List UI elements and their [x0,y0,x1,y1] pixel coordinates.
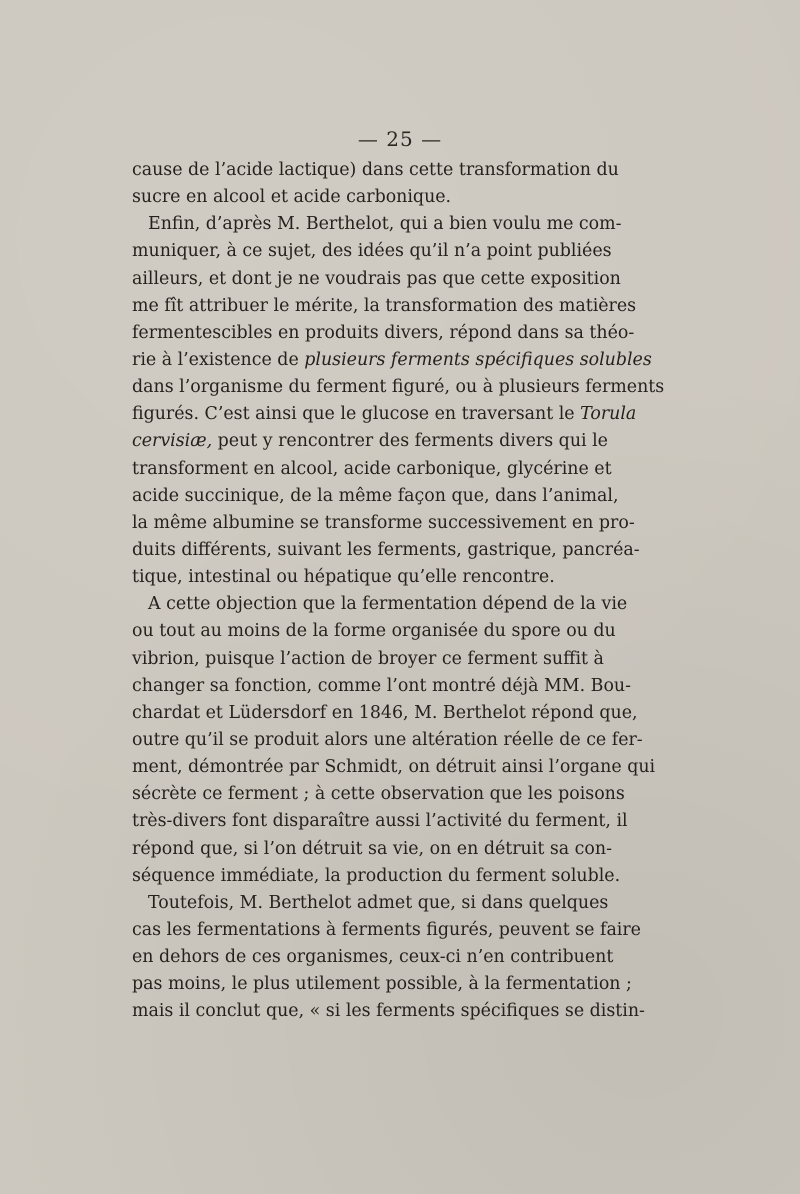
text-line [132,347,652,374]
text-line: changer sa fonction, comme l’ont montré déjà MM. Bou- [132,675,631,696]
text-run: rie à l’existence de [132,349,305,370]
text-line: séquence immédiate, la production du ferment soluble. [132,865,621,886]
text-line: la même albumine se transforme successivement en pro- [132,512,635,533]
text-line: sécrète ce ferment ; à cette observation que les poisons [132,784,625,805]
body-text [132,157,665,1026]
paragraph-start-line: Enfin, d’après M. Berthelot, qui a bien voulu me com- [148,214,622,235]
text-line: mais il conclut que, « si les ferments spécifiques se distin- [132,1001,645,1022]
text-line: en dehors de ces organismes, ceux-ci n’en contribuent [132,947,614,968]
text-line: outre qu’il se produit alors une altération réelle de ce fer- [132,729,643,750]
text-line: cause de l’acide lactique) dans cette transformation du [132,160,619,180]
text-line: fermentescibles en produits divers, répond dans sa théo- [132,322,635,343]
text-line: cas les fermentations à ferments figurés, peuvent se faire [132,919,641,940]
text-line: répond que, si l’on détruit sa vie, on en détruit sa con- [132,838,612,859]
page-number: — 25 — [357,127,443,151]
text-run: peut y rencontrer des ferments divers qui le [212,431,608,452]
italic-taxon: cervisiæ, [132,431,213,452]
text-line: transforment en alcool, acide carbonique, glycérine et [132,458,612,479]
text-line [132,401,637,428]
text-line: pas moins, le plus utilement possible, à la fermentation ; [132,974,632,995]
text-line: tique, intestinal ou hépatique qu’elle rencontre. [132,567,555,588]
paragraph-start-line: A cette objection que la fermentation dépend de la vie [148,594,628,615]
text-line: acide succinique, de la même façon que, dans l’animal, [132,485,619,506]
text-line: très-divers font disparaître aussi l’activité du ferment, il [132,811,628,832]
text-run: figurés. C’est ainsi que le glucose en traversant le [132,404,581,425]
italic-phrase: plusieurs ferments spécifiques solubles [304,349,652,370]
text-line: dans l’organisme du ferment figuré, ou à plusieurs ferments [132,377,665,398]
text-line: me fît attribuer le mérite, la transformation des matières [132,295,637,316]
text-line: muniquer, à ce sujet, des idées qu’il n’a point publiées [132,241,612,262]
text-line [132,428,608,455]
text-line: ment, démontrée par Schmidt, on détruit ainsi l’organe qui [132,757,656,778]
italic-taxon: Torula [580,404,637,425]
text-line: duits différents, suivant les ferments, gastrique, pancréa- [132,539,640,560]
text-line: ou tout au moins de la forme organisée du spore ou du [132,621,616,642]
paragraph-start-line: Toutefois, M. Berthelot admet que, si dans quelques [148,892,609,913]
text-line: ailleurs, et dont je ne voudrais pas que cette exposition [132,268,621,289]
text-line: vibrion, puisque l’action de broyer ce ferment suffit à [132,648,604,669]
text-line: chardat et Lüdersdorf en 1846, M. Berthelot répond que, [132,702,638,723]
text-line: sucre en alcool et acide carbonique. [132,187,452,208]
